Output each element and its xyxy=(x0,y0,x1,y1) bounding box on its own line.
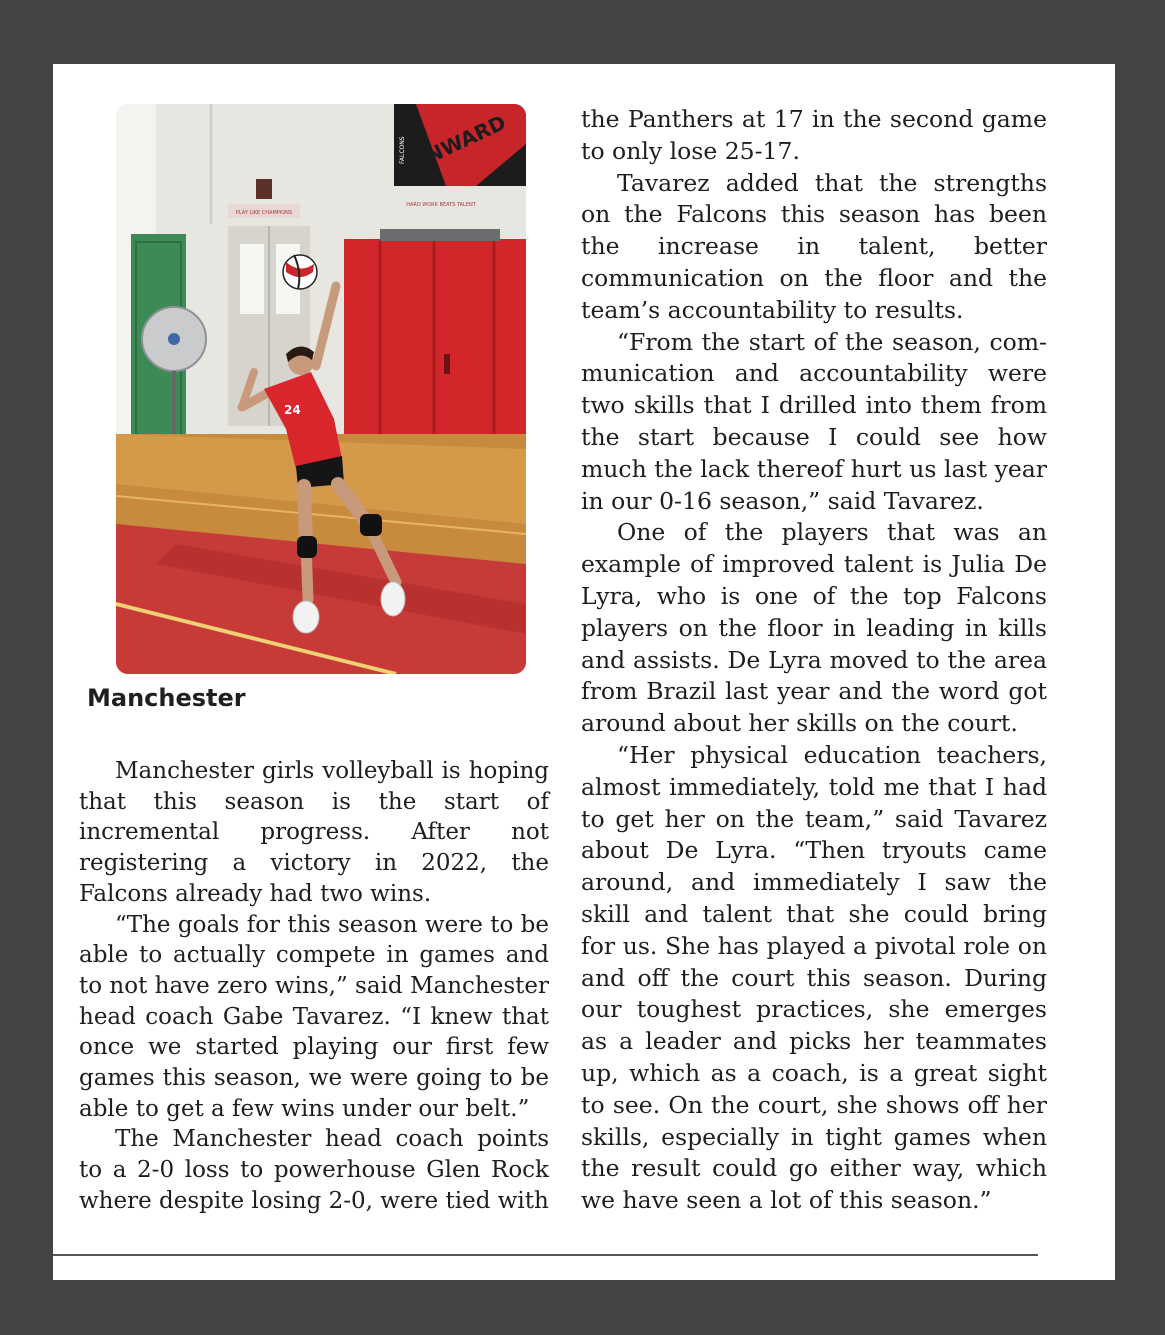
right-paragraph-3: “From the start of the season, communication and accountability were two skills that I drilled into them from the start because I could see how much the lack thereof hurt us last year in our 0-16 season,” said Tavarez. xyxy=(581,327,1047,515)
jersey-number: 24 xyxy=(284,403,301,417)
left-paragraph-3: The Manchester head coach points to a 2-0 loss to powerhouse Glen Rock where despite losing 2-0, were tied with xyxy=(79,1126,549,1214)
section-heading: Manchester xyxy=(87,684,246,712)
right-paragraph-5: “Her physical education teachers, almost immediately, told me that I had to get her on the team,” said Tavarez about De Lyra. “Then tryouts came around, and immediately I saw the skill and talent that she could bring for us. She has played a pivotal role on and off the court this season. During our toughest practices, she emerges as a leader and picks her teammates up, which as a coach, is a great sight to see. On the court, she shows off her skills, especially in tight games when the result could go either way, which we have seen a lot of this season.” xyxy=(581,740,1047,1215)
right-paragraph-2: Tavarez added that the strengths on the Falcons this season has been the increase in talent, better communication on the floor and the team’s accountability to results. xyxy=(581,168,1047,324)
left-paragraph-1: Manchester girls volleyball is hoping that this season is the start of incremental progress. After not registering a victory in 2022, the Falcons already had two wins. xyxy=(79,758,549,907)
banner-text: ONWARD xyxy=(406,110,510,176)
right-paragraph-4: One of the players that was an example of improved talent is Julia De Lyra, who is one of the top Falcons players on the floor in leading in kills and assists. De Lyra moved to the area from Brazil last year and the word got around about her skills on the court. xyxy=(581,518,1047,738)
left-column xyxy=(79,104,549,1217)
newspaper-page xyxy=(53,64,1115,1280)
wall-sign-left-text: PLAY LIKE CHAMPIONS xyxy=(235,210,293,216)
volleyball-photo xyxy=(116,104,526,674)
right-paragraph-1: the Panthers at 17 in the second game to only lose 25-17. xyxy=(581,105,1047,165)
volleyball-player-image xyxy=(116,104,526,674)
bottom-rule xyxy=(53,1254,1038,1256)
right-column xyxy=(581,104,1047,1217)
left-paragraph-2: “The goals for this season were to be able to actually compete in games and to not have zero wins,” said Manchester head coach Gabe Tavarez. “I knew that once we started playing our first few games this season, we were going to be able to get a few wins under our belt.” xyxy=(79,911,549,1122)
wall-sign-right-text: HARD WORK BEATS TALENT xyxy=(406,202,476,208)
banner-side-text: FALCONS xyxy=(399,136,406,164)
